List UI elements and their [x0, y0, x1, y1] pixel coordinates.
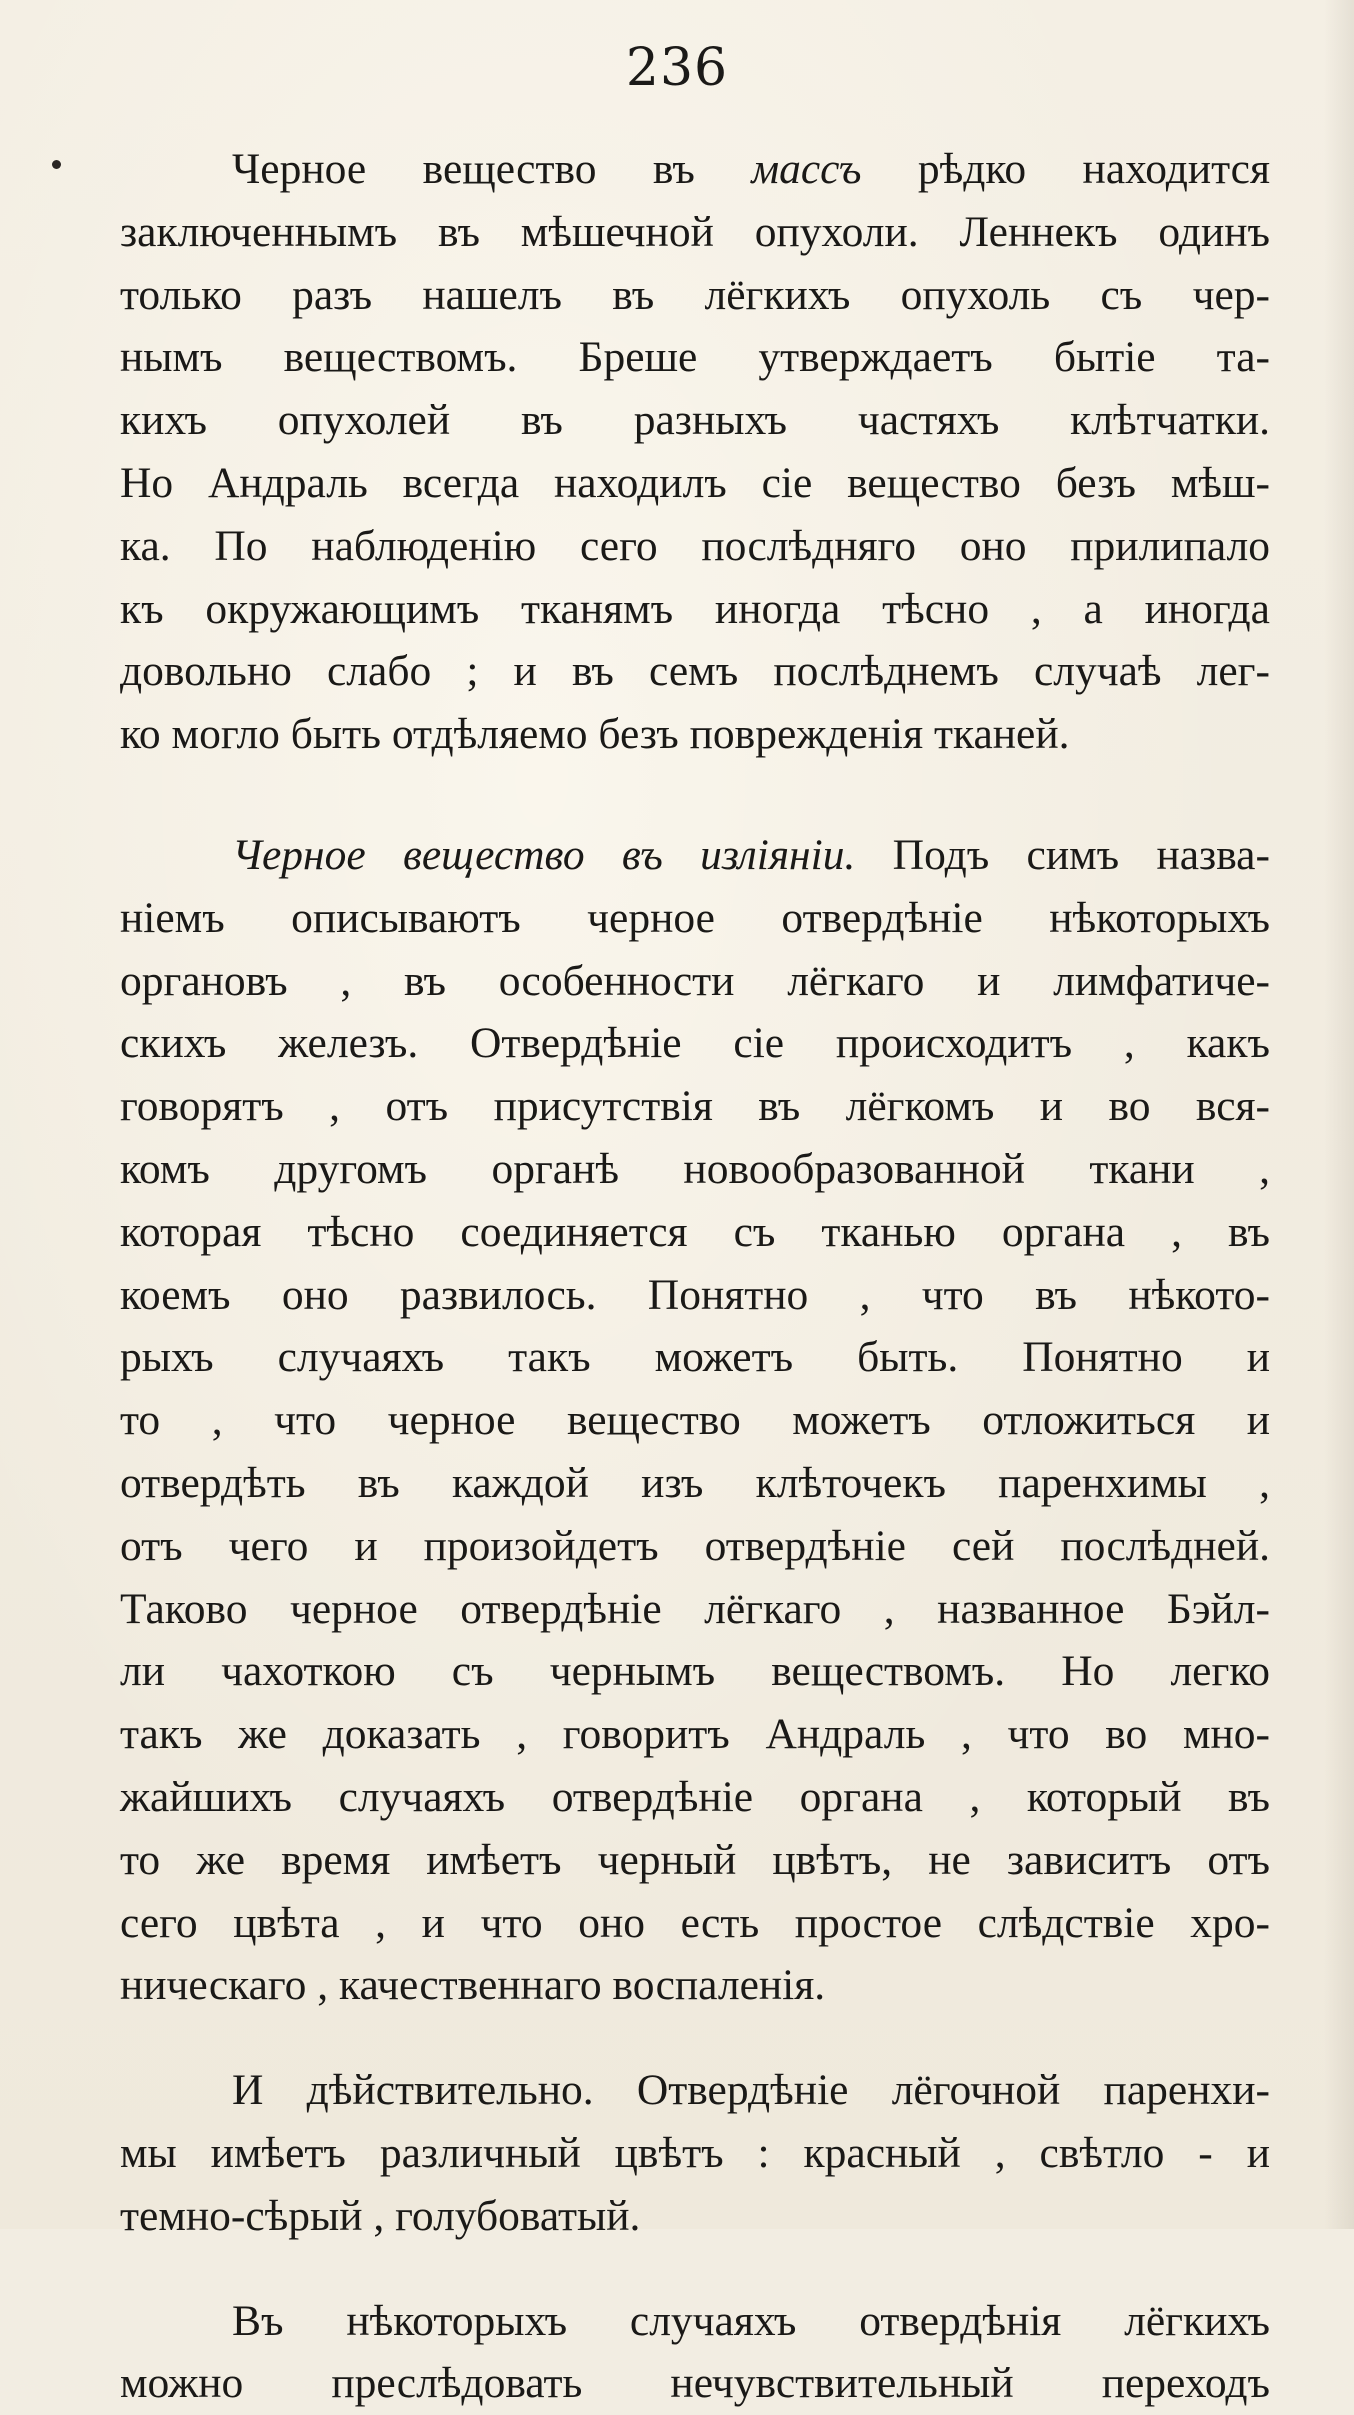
text-line: Но Андраль всегда находилъ сіе вещество безъ мѣш-: [120, 452, 1270, 515]
paragraph-2: [120, 824, 1270, 2017]
text-line: ніемъ описываютъ черное отвердѣніе нѣкоторыхъ: [120, 887, 1270, 950]
paragraph-gap: [120, 2248, 1270, 2290]
text-line: кихъ опухолей въ разныхъ частяхъ клѣтчатки.: [120, 389, 1270, 452]
text-line: нымъ веществомъ. Бреше утверждаетъ бытіе та-: [120, 326, 1270, 389]
text-line: которая тѣсно соединяется съ тканью органа , въ: [120, 1201, 1270, 1264]
paragraph-3: [120, 2059, 1270, 2247]
text-line: такъ же доказать , говоритъ Андраль , что во мно-: [120, 1703, 1270, 1766]
paragraph-1: [120, 138, 1270, 766]
text-line: ническаго , качественнаго воспаленія.: [120, 1954, 1270, 2017]
text-line: отвердѣть въ каждой изъ клѣточекъ паренхимы ,: [120, 1452, 1270, 1515]
text-line: сего цвѣта , и что оно есть простое слѣдствіе хро-: [120, 1892, 1270, 1955]
text-line: къ окружающимъ тканямъ иногда тѣсно , а иногда: [120, 578, 1270, 641]
text-line: жайшихъ случаяхъ отвердѣніе органа , который въ: [120, 1766, 1270, 1829]
text-line: то же время имѣетъ черный цвѣтъ, не зависитъ отъ: [120, 1829, 1270, 1892]
page-edge-shadow: [1324, 0, 1354, 2229]
paragraph-gap: [120, 2017, 1270, 2059]
text-line: то , что черное вещество можетъ отложиться и: [120, 1389, 1270, 1452]
paragraph-4: [120, 2290, 1270, 2415]
text-line: говорятъ , отъ присутствія въ лёгкомъ и во вся-: [120, 1075, 1270, 1138]
paragraph-gap: [120, 766, 1270, 824]
text-line: комъ другомъ органѣ новообразованной ткани ,: [120, 1138, 1270, 1201]
body-text: [120, 138, 1270, 2415]
text-line: можно преслѣдовать нечувствительный переходъ: [120, 2352, 1270, 2415]
text-line: ли чахоткою съ чернымъ веществомъ. Но легко: [120, 1640, 1270, 1703]
text-line: органовъ , въ особенности лёгкаго и лимфатиче-: [120, 950, 1270, 1013]
text-line: Таково черное отвердѣніе лёгкаго , названное Бэйл-: [120, 1578, 1270, 1641]
text-line: Въ нѣкоторыхъ случаяхъ отвердѣнія лёгкихъ: [120, 2290, 1270, 2353]
text-line: только разъ нашелъ въ лёгкихъ опухоль съ чер-: [120, 264, 1270, 327]
ink-speck: [52, 160, 61, 169]
text-line: Черное вещество въ массъ рѣдко находится: [120, 138, 1270, 201]
text-line: ко могло быть отдѣляемо безъ поврежденія тканей.: [120, 703, 1270, 766]
text-line: отъ чего и произойдетъ отвердѣніе сей послѣдней.: [120, 1515, 1270, 1578]
text-line: Черное вещество въ изліяніи. Подъ симъ назва-: [120, 824, 1270, 887]
text-line: заключеннымъ въ мѣшечной опухоли. Леннекъ одинъ: [120, 201, 1270, 264]
text-line: мы имѣетъ различный цвѣтъ : красный , свѣтло - и: [120, 2122, 1270, 2185]
text-line: скихъ железъ. Отвердѣніе сіе происходитъ , какъ: [120, 1012, 1270, 1075]
text-line: довольно слабо ; и въ семъ послѣднемъ случаѣ лег-: [120, 640, 1270, 703]
text-line: темно-сѣрый , голубоватый.: [120, 2185, 1270, 2248]
text-line: ка. По наблюденію сего послѣдняго оно прилипало: [120, 515, 1270, 578]
page-number: 236: [0, 38, 1354, 98]
text-line: рыхъ случаяхъ такъ можетъ быть. Понятно и: [120, 1326, 1270, 1389]
text-line: коемъ оно развилось. Понятно , что въ нѣкото-: [120, 1264, 1270, 1327]
text-line: И дѣйствительно. Отвердѣніе лёгочной паренхи-: [120, 2059, 1270, 2122]
